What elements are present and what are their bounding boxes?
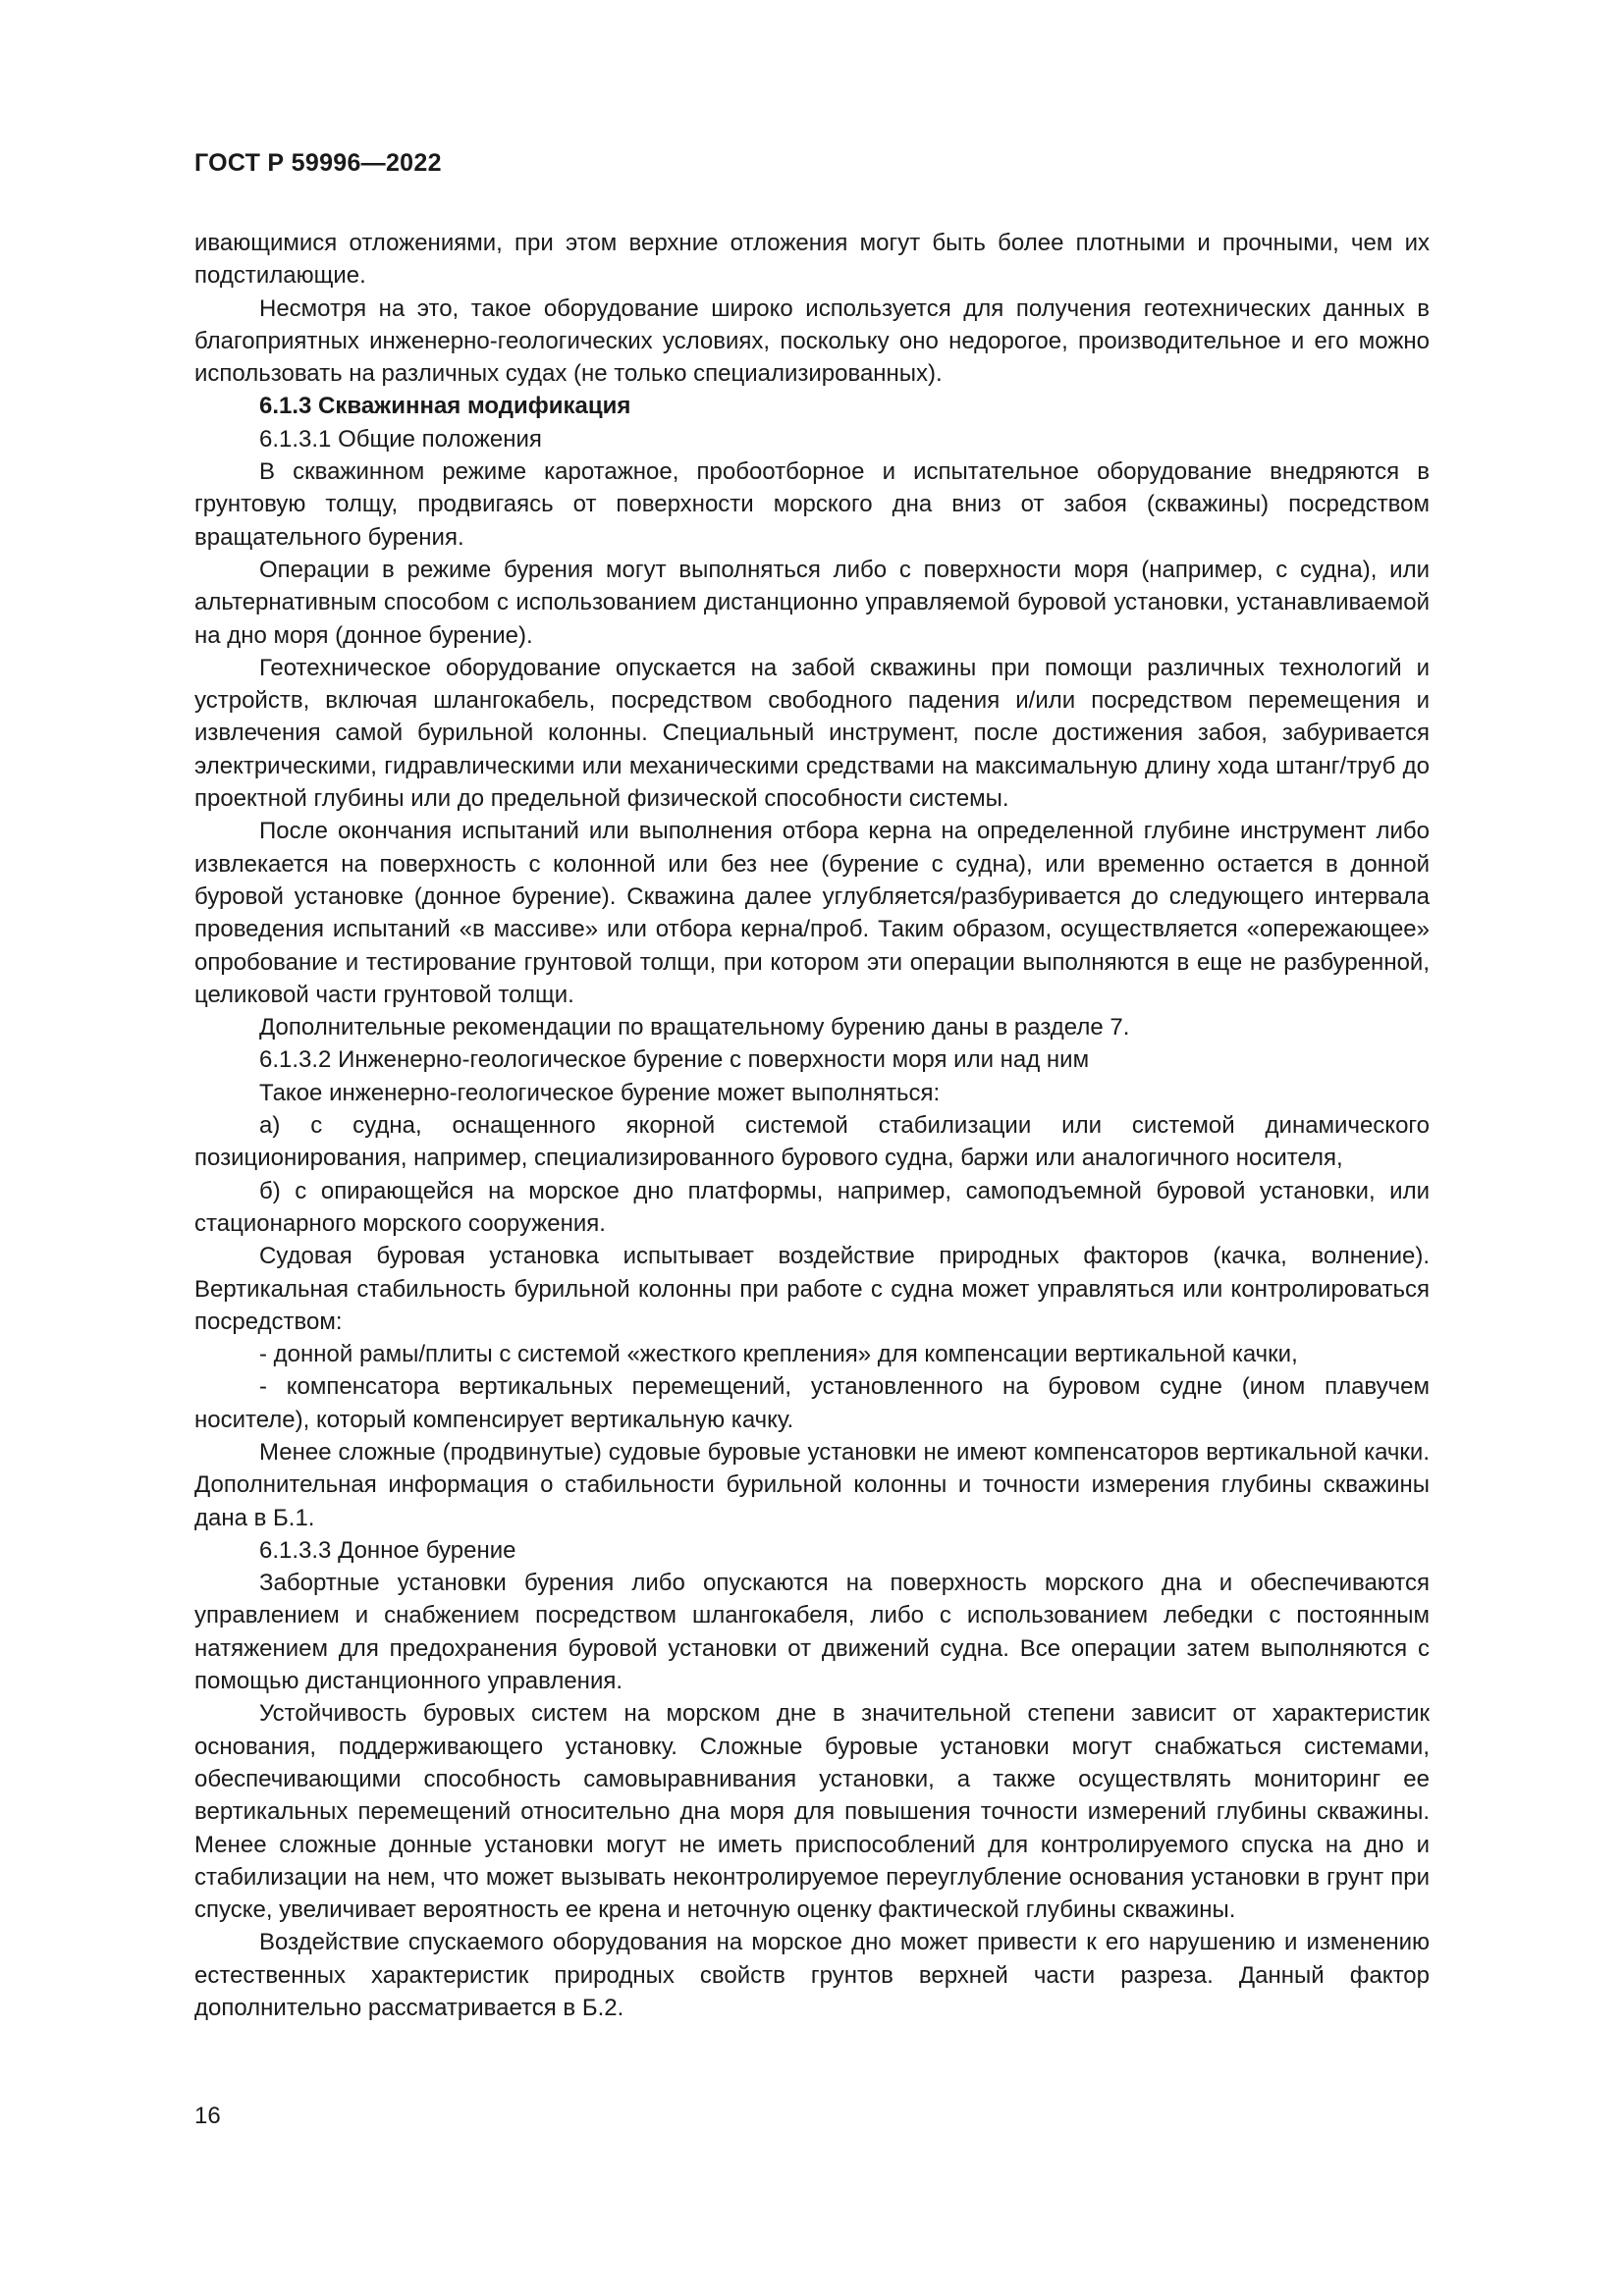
section-heading: 6.1.3 Скважинная модификация (259, 393, 631, 420)
paragraph: В скважинном режиме каротажное, пробоотборное и испытательное оборудование внедряются в грунтовую толщу, продвигаясь от поверхности морского дна вниз от забоя (скважины) посредством вращательного бурения. (194, 458, 1430, 551)
paragraph: После окончания испытаний или выполнения отбора керна на определенной глубине инструмент либо извлекается на поверхность с колонной или без нее (бурение с судна), или временно остается в донной буровой установке (донное бурение). Скважина далее углубляется/разбуривается до следующего интервала проведения испытаний «в массиве» или отбора керна/проб. Таким образом, осуществляется «опережающее» опробование и тестирование грунтовой толщи, при котором эти операции выполняются в еще не разбуренной, целиковой части грунтовой толщи. (194, 818, 1430, 1008)
list-item: а) с судна, оснащенного якорной системой стабилизации или системой динамического позиционирования, например, специализированного бурового судна, баржи или аналогичного носителя, (194, 1112, 1430, 1172)
subsection-heading: 6.1.3.1 Общие положения (259, 425, 542, 453)
paragraph: ивающимися отложениями, при этом верхние отложения могут быть более плотными и прочными, чем их подстилающие. (194, 230, 1430, 290)
list-item: - донной рамы/плиты с системой «жесткого крепления» для компенсации вертикальной качки, (259, 1341, 1298, 1368)
list-item: - компенсатора вертикальных перемещений, установленного на буровом судне (ином плавучем носителе), который компенсирует вертикальную качку. (194, 1373, 1430, 1433)
paragraph: Воздействие спускаемого оборудования на морское дно может привести к его нарушению и изменению естественных характеристик природных свойств грунтов верхней части разреза. Данный фактор дополнительно рассматривается в Б.2. (194, 1929, 1430, 2022)
paragraph: Устойчивость буровых систем на морском дне в значительной степени зависит от характеристик основания, поддерживающего установку. Сложные буровые установки могут снабжаться системами, обеспечивающими способность самовыравнивания установки, а также осуществлять мониторинг ее вертикальных перемещений относительно дна моря для повышения точности измерений глубины скважины. Менее сложные донные установки могут не иметь приспособлений для контролируемого спуска на дно и стабилизации на нем, что может вызывать неконтролируемое переуглубление основания установки в грунт при спуске, увеличивает вероятность ее крена и неточную оценку фактической глубины скважины. (194, 1700, 1430, 1924)
paragraph: Судовая буровая установка испытывает воздействие природных факторов (качка, волнение). Вертикальная стабильность бурильной колонны при работе с судна может управляться или контролироваться посредством: (194, 1243, 1430, 1335)
paragraph: Операции в режиме бурения могут выполняться либо с поверхности моря (например, с судна), или альтернативным способом с использованием дистанционно управляемой буровой установки, устанавливаемой на дно моря (донное бурение). (194, 556, 1430, 649)
page-number: 16 (194, 2103, 221, 2129)
document-body (194, 227, 1430, 2024)
paragraph: Забортные установки бурения либо опускаются на поверхность морского дна и обеспечиваются управлением и снабжением посредством шлангокабеля, либо с использованием лебедки с постоянным натяжением для предохранения буровой установки от движений судна. Все операции затем выполняются с помощью дистанционного управления. (194, 1570, 1430, 1695)
subsection-heading: 6.1.3.3 Донное бурение (259, 1536, 516, 1564)
list-item: б) с опирающейся на морское дно платформы, например, самоподъемной буровой установки, или стационарного морского сооружения. (194, 1177, 1430, 1237)
document-header: ГОСТ Р 59996—2022 (194, 149, 442, 177)
paragraph: Менее сложные (продвинутые) судовые буровые установки не имеют компенсаторов вертикальной качки. Дополнительная информация о стабильности бурильной колонны и точности измерения глубины скважины дана в Б.1. (194, 1438, 1430, 1531)
subsection-heading: 6.1.3.2 Инженерно-геологическое бурение с поверхности моря или над ним (259, 1046, 1090, 1074)
paragraph: Дополнительные рекомендации по вращательному бурению даны в разделе 7. (259, 1014, 1130, 1041)
paragraph: Такое инженерно-геологическое бурение может выполняться: (259, 1079, 941, 1106)
paragraph: Геотехническое оборудование опускается на забой скважины при помощи различных технологий и устройств, включая шлангокабель, посредством свободного падения и/или посредством перемещения и извлечения самой бурильной колонны. Специальный инструмент, после достижения забоя, забуривается электрическими, гидравлическими или механическими средствами на максимальную длину хода штанг/труб до проектной глубины или до предельной физической способности системы. (194, 654, 1430, 813)
paragraph: Несмотря на это, такое оборудование широко используется для получения геотехнических данных в благоприятных инженерно-геологических условиях, поскольку оно недорогое, производительное и его можно использовать на различных судах (не только специализированных). (194, 294, 1430, 388)
